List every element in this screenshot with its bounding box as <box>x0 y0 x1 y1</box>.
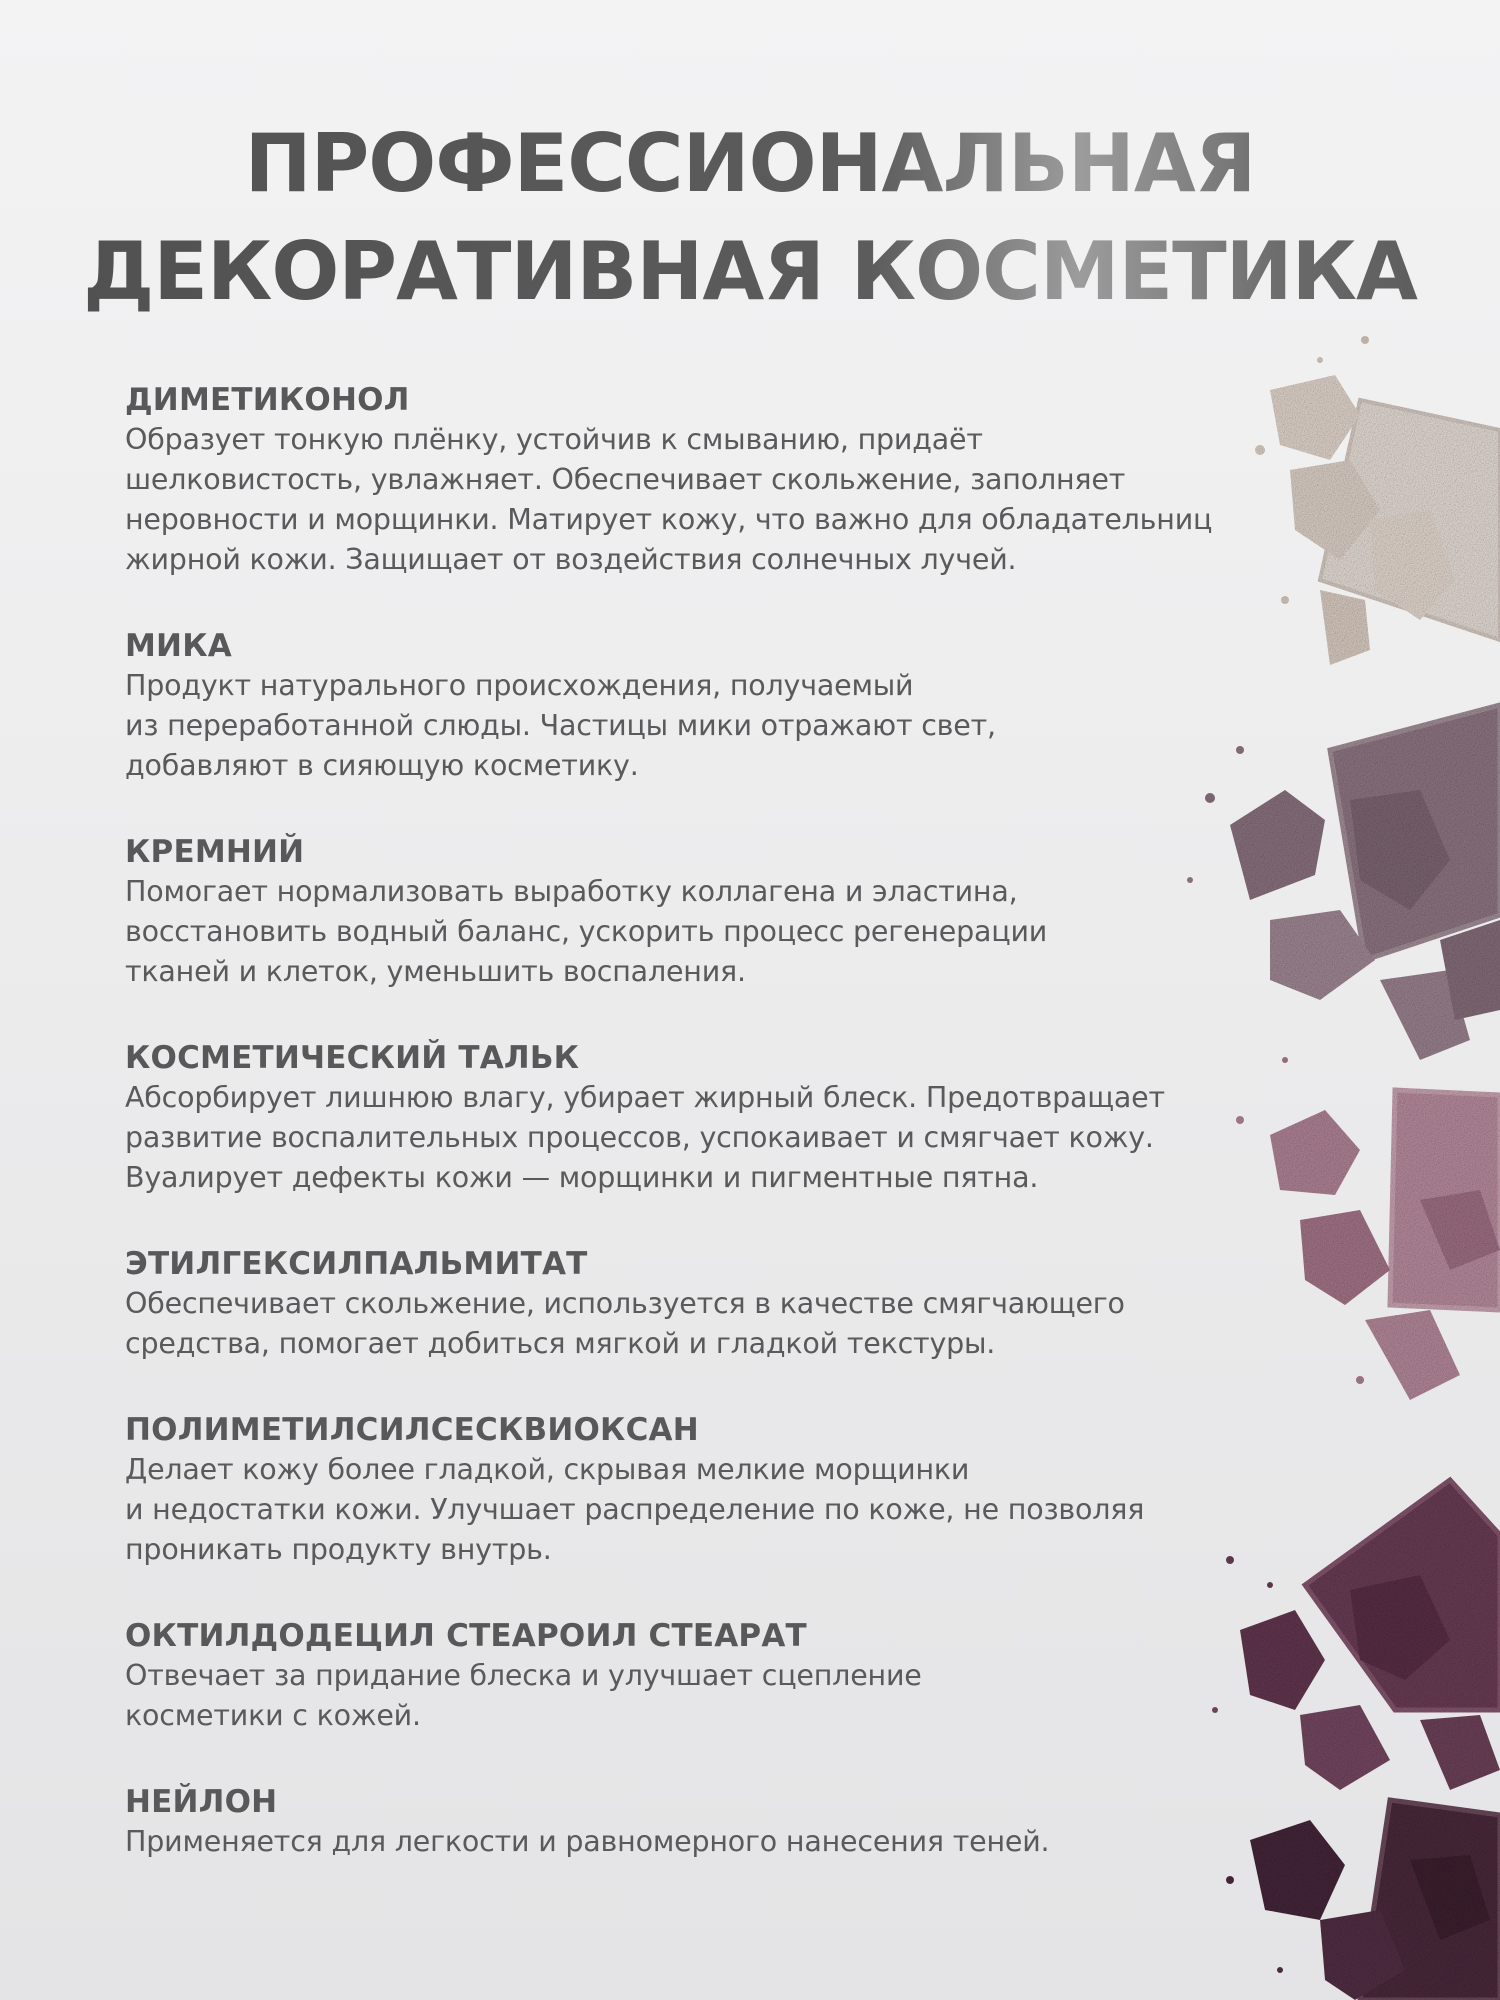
plum-eyeshadow <box>1212 1480 1500 1790</box>
ingredient-item <box>125 1782 1245 1862</box>
ingredient-name: ПОЛИМЕТИЛСИЛСЕСКВИОКСАН <box>125 1412 699 1448</box>
ingredient-list <box>125 380 1245 1908</box>
ingredient-item <box>125 1244 1245 1364</box>
ingredient-name: ОКТИЛДОДЕЦИЛ СТЕАРОИЛ СТЕАРАТ <box>125 1618 807 1654</box>
ingredient-description: Продукт натурального происхождения, получаемый из переработанной слюды. Частицы мики отражают свет, добавляют в сияющую косметику. <box>125 669 996 782</box>
ingredient-item <box>125 1616 1245 1736</box>
ingredient-name: КРЕМНИЙ <box>125 834 305 870</box>
pink-eyeshadow <box>1236 1057 1500 1400</box>
ingredient-description: Делает кожу более гладкой, скрывая мелкие морщинки и недостатки кожи. Улучшает распределение по коже, не позволяя проникать продукту внутрь. <box>125 1453 1145 1566</box>
ingredient-description: Отвечает за придание блеска и улучшает сцепление косметики с кожей. <box>125 1659 922 1732</box>
ingredient-name: МИКА <box>125 628 232 664</box>
ingredient-description: Образует тонкую плёнку, устойчив к смыванию, придаёт шелковистость, увлажняет. Обеспечивает скольжение, заполняет неровности и морщинки. Матирует кожу, что важно для обладательниц жирной кожи. Защищает от воздействия солнечных лучей. <box>125 423 1213 576</box>
ingredient-item <box>125 1410 1245 1570</box>
dark-plum-eyeshadow <box>1226 1800 1500 2000</box>
ingredient-name: ДИМЕТИКОНОЛ <box>125 382 410 418</box>
ingredient-name: НЕЙЛОН <box>125 1784 278 1820</box>
title-line-2: ДЕКОРАТИВНАЯ КОСМЕТИКА <box>83 225 1417 318</box>
ingredient-name: КОСМЕТИЧЕСКИЙ ТАЛЬК <box>125 1040 580 1076</box>
ingredient-item <box>125 626 1245 786</box>
crushed-eyeshadow-image <box>1120 320 1500 2000</box>
ingredient-name: ЭТИЛГЕКСИЛПАЛЬМИТАТ <box>125 1246 588 1282</box>
page-title <box>0 110 1500 326</box>
beige-eyeshadow <box>1255 336 1500 665</box>
ingredient-item <box>125 1038 1245 1198</box>
title-line-1: ПРОФЕССИОНАЛЬНАЯ <box>244 117 1256 210</box>
ingredient-item <box>125 832 1245 992</box>
ingredient-description: Помогает нормализовать выработку коллагена и эластина, восстановить водный баланс, ускорить процесс регенерации тканей и клеток, уменьшить воспаления. <box>125 875 1048 988</box>
ingredient-item <box>125 380 1245 580</box>
ingredient-description: Абсорбирует лишнюю влагу, убирает жирный блеск. Предотвращает развитие воспалительных процессов, успокаивает и смягчает кожу. Вуалирует дефекты кожи — морщинки и пигментные пятна. <box>125 1081 1165 1194</box>
ingredient-description: Применяется для легкости и равномерного нанесения теней. <box>125 1825 1050 1858</box>
mauve-eyeshadow <box>1187 705 1500 1060</box>
ingredient-description: Обеспечивает скольжение, используется в качестве смягчающего средства, помогает добиться мягкой и гладкой текстуры. <box>125 1287 1125 1360</box>
